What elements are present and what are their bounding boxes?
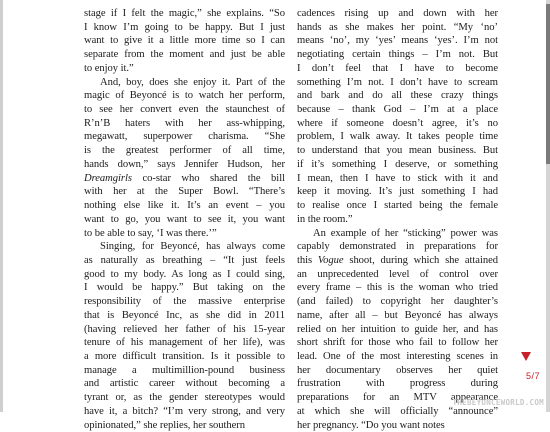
text-line: this Vogue shoot, during which she attained xyxy=(297,254,498,268)
text-line: to be able to say, ‘I was there.’” xyxy=(84,227,285,241)
text-line: in the room.” xyxy=(297,213,498,227)
text-line: And, boy, does she enjoy it. Part of the xyxy=(84,76,285,90)
text-line: as naturally as breathing – “It just feels xyxy=(84,254,285,268)
article-column-right xyxy=(297,7,498,432)
text-line: tenure of his management of her life), was xyxy=(84,336,285,350)
text-line: short shrift for those who fail to follow her xyxy=(297,336,498,350)
text-line: good to my body. As long as I could sing, xyxy=(84,268,285,282)
text-line: problem, I walk away. It takes people time xyxy=(297,130,498,144)
text-line: to understand that you mean business. But xyxy=(297,144,498,158)
text-line: (having relieved her father of his 15-year xyxy=(84,323,285,337)
text-line: a more difficult transition. Is it possible to xyxy=(84,350,285,364)
text-line: her documentary observes her quiet xyxy=(297,364,498,378)
text-line: if it’s something I deserve, or something xyxy=(297,158,498,172)
scroll-sidebar xyxy=(528,0,550,412)
text-line: megawatt, superpower charisma. “She xyxy=(84,130,285,144)
text-line: want to give it a little more time so I can xyxy=(84,34,285,48)
text-line: separate from the moment and just be able xyxy=(84,48,285,62)
text-line: and bark and do all these crazy things xyxy=(297,89,498,103)
text-line: magic of Beyoncé is to watch her perform, xyxy=(84,89,285,103)
text-line: an unprecedented level of control over xyxy=(297,268,498,282)
text-line: her pregnancy. “Do you want notes xyxy=(297,419,498,432)
text-line: Singing, for Beyoncé, has always come xyxy=(84,240,285,254)
text-line: have it, a bitch? “I’m very strong, and very xyxy=(84,405,285,419)
text-line: nothing else like it. It’s an event – you xyxy=(84,199,285,213)
text-line: lead. One of the most interesting scenes in xyxy=(297,350,498,364)
text-line: Dreamgirls co-star who shared the bill xyxy=(84,172,285,186)
text-line: manage a multimillion-pound business xyxy=(84,364,285,378)
page-indicator: 5/7 xyxy=(526,371,540,381)
text-line: cadences rising up and down with her xyxy=(297,7,498,21)
text-line: I don’t feel that I have to become xyxy=(297,62,498,76)
text-line: negotiating certain things – I’m not. But xyxy=(297,48,498,62)
text-line: responsibility of the massive enterprise xyxy=(84,295,285,309)
text-line: I mean, then I have to stick with it and xyxy=(297,172,498,186)
text-line: frustration with progress during xyxy=(297,377,498,391)
text-line: at which she will officially “announce” xyxy=(297,405,498,419)
text-line: that is Beyoncé Inc, as she did in 2011 xyxy=(84,309,285,323)
text-line: to realise once I started being the female xyxy=(297,199,498,213)
text-line: hands as she makes her point. “My ‘no’ xyxy=(297,21,498,35)
text-line: hands down,” says Jennifer Hudson, her xyxy=(84,158,285,172)
text-line: I would be happy.” But taking on the xyxy=(84,281,285,295)
text-line: to enjoy it.” xyxy=(84,62,285,76)
text-line: means ‘no’, my ‘yes’ means ‘yes’. I’m not xyxy=(297,34,498,48)
watermark: THEBEYONCEWORLD.COM xyxy=(453,398,545,407)
text-line: to see her convert even the staunchest of xyxy=(84,103,285,117)
article-paragraph xyxy=(297,7,498,227)
text-line: want to go, you want to see it, you want xyxy=(84,213,285,227)
article-column-left xyxy=(84,7,285,432)
scrollbar-thumb[interactable] xyxy=(546,4,550,164)
text-line: because – thank God – I’m at a place xyxy=(297,103,498,117)
text-line: preparations for an MTV appearance xyxy=(297,391,498,405)
text-line: tyrant or, as the gender stereotypes would xyxy=(84,391,285,405)
text-line: something I’m not. I don’t have to scream xyxy=(297,76,498,90)
triangle-down-icon[interactable] xyxy=(521,352,531,361)
text-line: opinionated,” she replies, her southern xyxy=(84,419,285,432)
text-line: keep it moving. It’s just something I had xyxy=(297,185,498,199)
text-line: R’n’B haters with her ass-whipping, xyxy=(84,117,285,131)
text-line: An example of her “sticking” power was xyxy=(297,227,498,241)
text-line: and artistic career without becoming a xyxy=(84,377,285,391)
article-paragraph xyxy=(84,76,285,241)
article-paragraph xyxy=(84,7,285,76)
text-line: with her at the Super Bowl. “There’s xyxy=(84,185,285,199)
text-line: is the greatest performer of all time, xyxy=(84,144,285,158)
text-line: capably demonstrated in preparations for xyxy=(297,240,498,254)
text-line: where if someone doesn’t agree, it’s no xyxy=(297,117,498,131)
text-line: I know I’m going to be happy. But I just xyxy=(84,21,285,35)
text-line: every frame – this is the woman who tried xyxy=(297,281,498,295)
page-edge xyxy=(0,0,3,412)
article-paragraph xyxy=(84,240,285,432)
text-line: (and failed) to copyright her daughter’s xyxy=(297,295,498,309)
text-line: relied on her intuition to guide her, and has xyxy=(297,323,498,337)
text-line: name, after all – but Beyoncé has always xyxy=(297,309,498,323)
text-line: stage if I felt the magic,” she explains. “So xyxy=(84,7,285,21)
